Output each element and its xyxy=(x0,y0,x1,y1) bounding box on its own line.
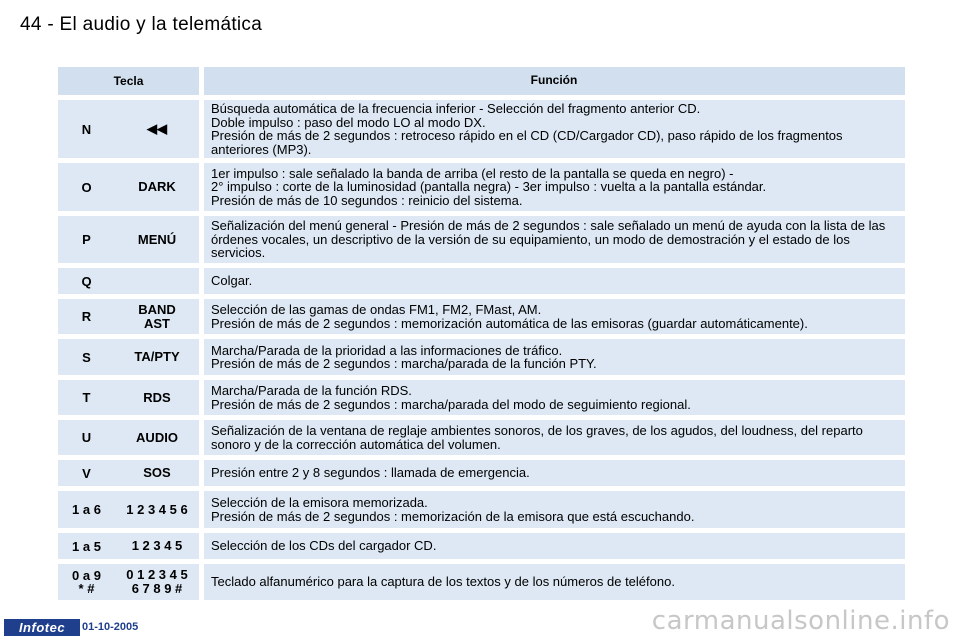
table-row xyxy=(58,491,905,528)
row-letter: 1 a 5 xyxy=(72,538,101,554)
row-letter: R xyxy=(81,309,92,324)
table-row xyxy=(58,339,905,375)
infotec-logo: Infotec xyxy=(4,619,80,636)
row-key: AUDIO xyxy=(136,429,178,445)
row-text: 1er impulso : sale señalado la banda de arriba (el resto de la pantalla se queda en negro) - 2° impulso : corte de la luminosidad (pantalla negra) - 3er impulso : vuelta a la pantalla estándar. Presión de más de 10 segundos : reinicio del sistema. xyxy=(199,163,905,211)
row-key: RDS xyxy=(143,389,171,405)
table-row xyxy=(58,163,905,211)
row-letter: 1 a 6 xyxy=(72,502,101,517)
row-text: Teclado alfanumérico para la captura de los textos y de los números de teléfono. xyxy=(199,564,905,600)
page-title: 44 - El audio y la telemática xyxy=(20,14,263,35)
row-text: Selección de la emisora memorizada. Presión de más de 2 segundos : memorización de la emisora que está escuchando. xyxy=(199,491,905,528)
table-row xyxy=(58,533,905,559)
watermark: carmanualsonline.info xyxy=(651,606,950,636)
key-function-table xyxy=(58,67,905,605)
row-key: 1 2 3 4 5 xyxy=(131,538,183,553)
table-row xyxy=(58,380,905,415)
row-letter: Q xyxy=(81,273,92,289)
row-key xyxy=(115,268,199,294)
row-letter: T xyxy=(82,390,91,405)
table-row xyxy=(58,420,905,455)
row-key: MENÚ xyxy=(137,231,177,247)
row-text: Búsqueda automática de la frecuencia inferior - Selección del fragmento anterior CD. Doble impulso : paso del modo LO al modo DX. Presión de más de 2 segundos : retroceso rápido en el CD (CD/Cargador CD), paso rápido de los fragmentos anteriores (MP3). xyxy=(199,100,905,158)
table-row xyxy=(58,564,905,600)
row-text: Marcha/Parada de la función RDS. Presión de más de 2 segundos : marcha/parada del modo de seguimiento regional. xyxy=(199,380,905,415)
row-text: Señalización de la ventana de reglaje ambientes sonoros, de los graves, de los agudos, del loudness, del reparto sonoro y de la corrección automática del volumen. xyxy=(199,420,905,455)
row-key: SOS xyxy=(143,465,171,480)
table-row xyxy=(58,216,905,263)
row-letter: V xyxy=(82,465,91,481)
row-key: TA/PTY xyxy=(134,349,180,364)
row-text: Selección de las gamas de ondas FM1, FM2, FMast, AM. Presión de más de 2 segundos : memorización automática de las emisoras (guardar automáticamente). xyxy=(199,299,905,334)
row-letter: N xyxy=(81,121,92,137)
row-key: DARK xyxy=(138,179,176,194)
row-text: Presión entre 2 y 8 segundos : llamada de emergencia. xyxy=(199,460,905,486)
row-key: 0 1 2 3 4 5 6 7 8 9 # xyxy=(126,567,188,596)
row-text: Colgar. xyxy=(199,268,905,294)
row-letter: U xyxy=(81,430,92,445)
row-key: 1 2 3 4 5 6 xyxy=(126,501,188,517)
header-function: Función xyxy=(199,67,905,95)
footer-date: 01-10-2005 xyxy=(82,621,139,633)
row-letter: 0 a 9 * # xyxy=(72,568,101,596)
row-letter: O xyxy=(81,179,92,195)
row-letter: P xyxy=(82,232,91,247)
row-letter: S xyxy=(82,349,91,365)
header-key: Tecla xyxy=(113,74,144,88)
row-text: Señalización del menú general - Presión de más de 2 segundos : sale señalado un menú de ayuda con la lista de las órdenes vocales, un descriptivo de la versión de su equipamiento, un modo de demostración y el estado de los servicios. xyxy=(199,216,905,263)
table-row xyxy=(58,100,905,158)
table-header xyxy=(58,67,905,95)
row-text: Selección de los CDs del cargador CD. xyxy=(199,533,905,559)
row-text: Marcha/Parada de la prioridad a las informaciones de tráfico. Presión de más de 2 segundos : marcha/parada de la función PTY. xyxy=(199,339,905,375)
table-row xyxy=(58,460,905,486)
table-row xyxy=(58,299,905,334)
rewind-icon: ◀◀ xyxy=(147,121,167,136)
row-key: BAND AST xyxy=(138,301,176,331)
table-row xyxy=(58,268,905,294)
